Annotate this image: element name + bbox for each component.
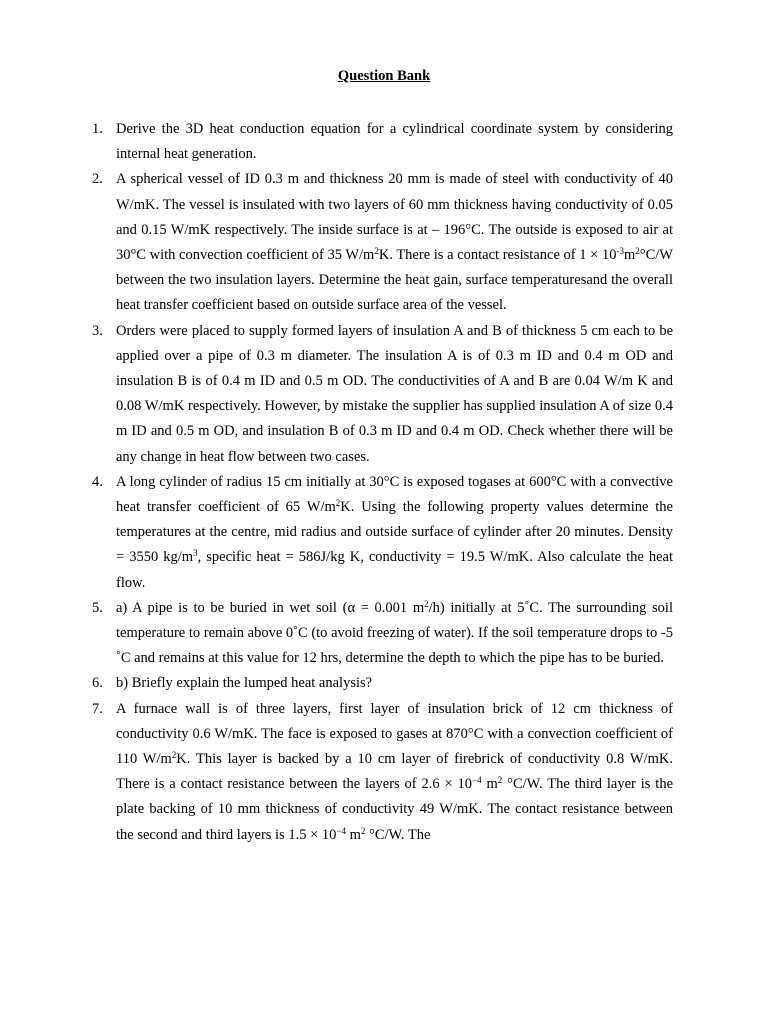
question-item — [92, 470, 673, 596]
question-item — [92, 167, 673, 318]
question-number: 1. — [92, 121, 103, 137]
question-item — [92, 671, 673, 696]
question-item — [92, 319, 673, 470]
question-item — [92, 697, 674, 848]
question-item — [92, 117, 673, 167]
question-number: 7. — [92, 700, 103, 717]
question-number: 3. — [92, 322, 103, 339]
question-text: Derive the 3D heat conduction equation for a cylindrical coordinate system by considering internal heat generation. — [116, 121, 673, 163]
question-text: A furnace wall is of three layers, first layer of insulation brick of 12 cm thickness of conductivity 0.6 W/mK. The face is exposed to gases at 870°C with a convection coefficient of 110 $W/m^2K$. This layer is backed by a 10 cm layer of firebrick of conductivity 0.8 W/mK. There is a contact resistance between the layers of $2.6 \times 10^{-4}$ $m^2$ °C/W. The third layer is the plate backing of 10 mm thickness of conductivity 49 W/mK. The contact resistance between the second and third layers is $1.5 \times 10^{-4}$ $m^2$ °C/W. The — [116, 700, 674, 843]
question-item — [92, 596, 673, 672]
page-title: Question Bank — [337, 68, 431, 84]
question-text: A spherical vessel of ID 0.3 m and thickness 20 mm is made of steel with conductivity of 40 W/mK. The vessel is insulated with two layers of 60 mm thickness having conductivity of 0.05 and 0.15 W/mK respectively. The inside surface is at – 196°C. The outside is exposed to air at 30°C with convection coefficient of 35 $W/m^2K$. There is a contact resistance of $1 \times 10^{-3}m^2^\circ C/W$ between the two insulation layers. Determine the heat gain, surface temperaturesand the overall heat transfer coefficient based on outside surface area of the vessel. — [116, 171, 673, 314]
question-text: a) A pipe is to be buried in wet soil (α = 0.001 $m^2/h$) initially at 5˚C. The surrounding soil temperature to remain above 0˚C (to avoid freezing of water). If the soil temperature drops to -5 ˚C and remains at this value for 12 hrs, determine the depth to which the pipe has to be buried. — [116, 598, 673, 667]
question-number: 5. — [92, 599, 103, 616]
question-list — [92, 117, 674, 848]
question-text: Orders were placed to supply formed layers of insulation A and B of thickness 5 cm each to be applied over a pipe of 0.3 m diameter. The insulation A is of 0.3 m ID and 0.4 m OD and insulation B is of 0.4 m ID and 0.5 m OD. The conductivities of A and B are 0.04 W/m K and 0.08 W/mK respectively. However, by mistake the supplier has supplied insulation A of size 0.4 m ID and 0.5 m OD, and insulation B of 0.3 m ID and 0.4 m OD. Check whether there will be any change in heat flow between two cases. — [116, 322, 673, 465]
question-number: 6. — [92, 675, 103, 692]
question-text: b) Briefly explain the lumped heat analysis? — [116, 675, 373, 692]
question-number: 2. — [92, 171, 103, 188]
question-text: A long cylinder of radius 15 cm initially at 30°C is exposed togases at 600°C with a convective heat transfer coefficient of 65 $W/m^2K$. Using the following property values determine the temperatures at the centre, mid radius and outside surface of cylinder after 20 minutes. Density = 3550 $kg/m^3$, specific heat = 586J/kg K, conductivity = 19.5 W/mK. Also calculate the heat flow. — [116, 473, 673, 591]
question-number: 4. — [92, 473, 103, 490]
